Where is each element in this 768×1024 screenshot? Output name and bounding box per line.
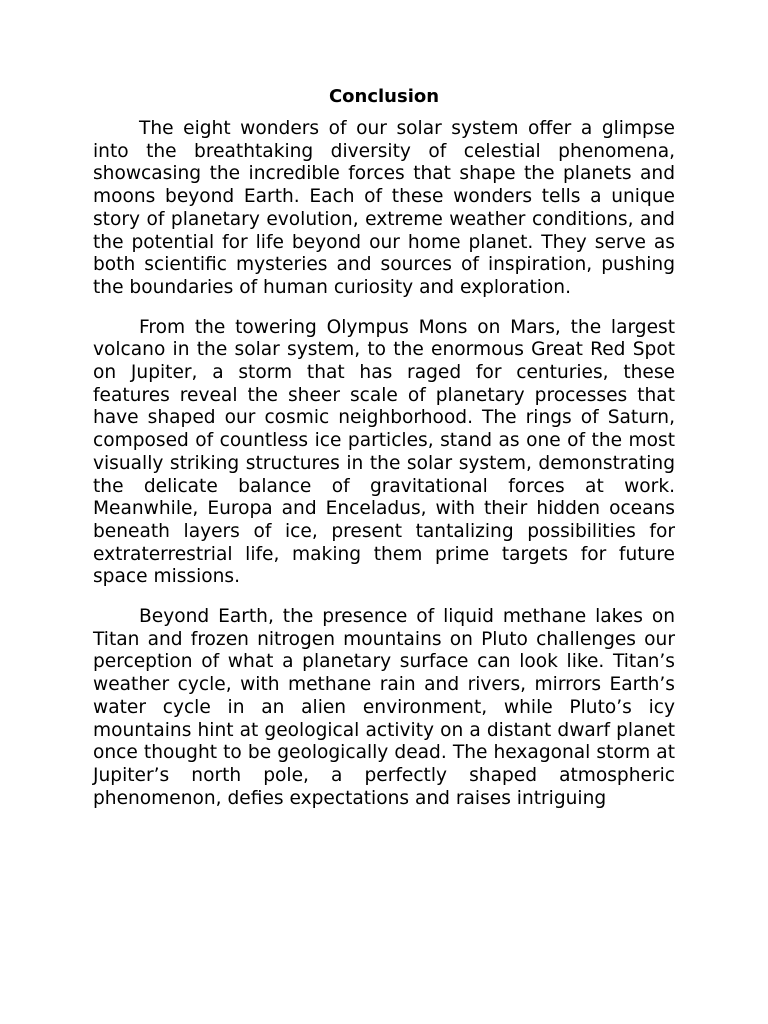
- page-title: Conclusion: [328, 86, 440, 107]
- paragraph-1: The eight wonders of our solar system offer a glimpse into the breathtaking diversity of celestial phenomena, showcasing the incredible forces that shape the planets and moons beyond Earth. Each of these wonders tells a unique story of planetary evolution, extreme weather conditions, and the potential for life beyond our home planet. They serve as both scientific mysteries and sources of inspiration, pushing the boundaries of human curiosity and exploration.: [93, 118, 675, 298]
- document-page: [93, 84, 675, 827]
- paragraph-3: Beyond Earth, the presence of liquid methane lakes on Titan and frozen nitrogen mountains on Pluto challenges our perception of what a planetary surface can look like. Titan’s weather cycle, with methane rain and rivers, mirrors Earth’s water cycle in an alien environment, while Pluto’s icy mountains hint at geological activity on a distant dwarf planet once thought to be geologically dead. The hexagonal storm at Jupiter’s north pole, a perfectly shaped atmospheric phenomenon, defies expectations and raises intriguing: [93, 606, 675, 809]
- paragraph-2: From the towering Olympus Mons on Mars, the largest volcano in the solar system, to the enormous Great Red Spot on Jupiter, a storm that has raged for centuries, these features reveal the sheer scale of planetary processes that have shaped our cosmic neighborhood. The rings of Saturn, composed of countless ice particles, stand as one of the most visually striking structures in the solar system, demonstrating the delicate balance of gravitational forces at work. Meanwhile, Europa and Enceladus, with their hidden oceans beneath layers of ice, present tantalizing possibilities for extraterrestrial life, making them prime targets for future space missions.: [93, 316, 675, 588]
